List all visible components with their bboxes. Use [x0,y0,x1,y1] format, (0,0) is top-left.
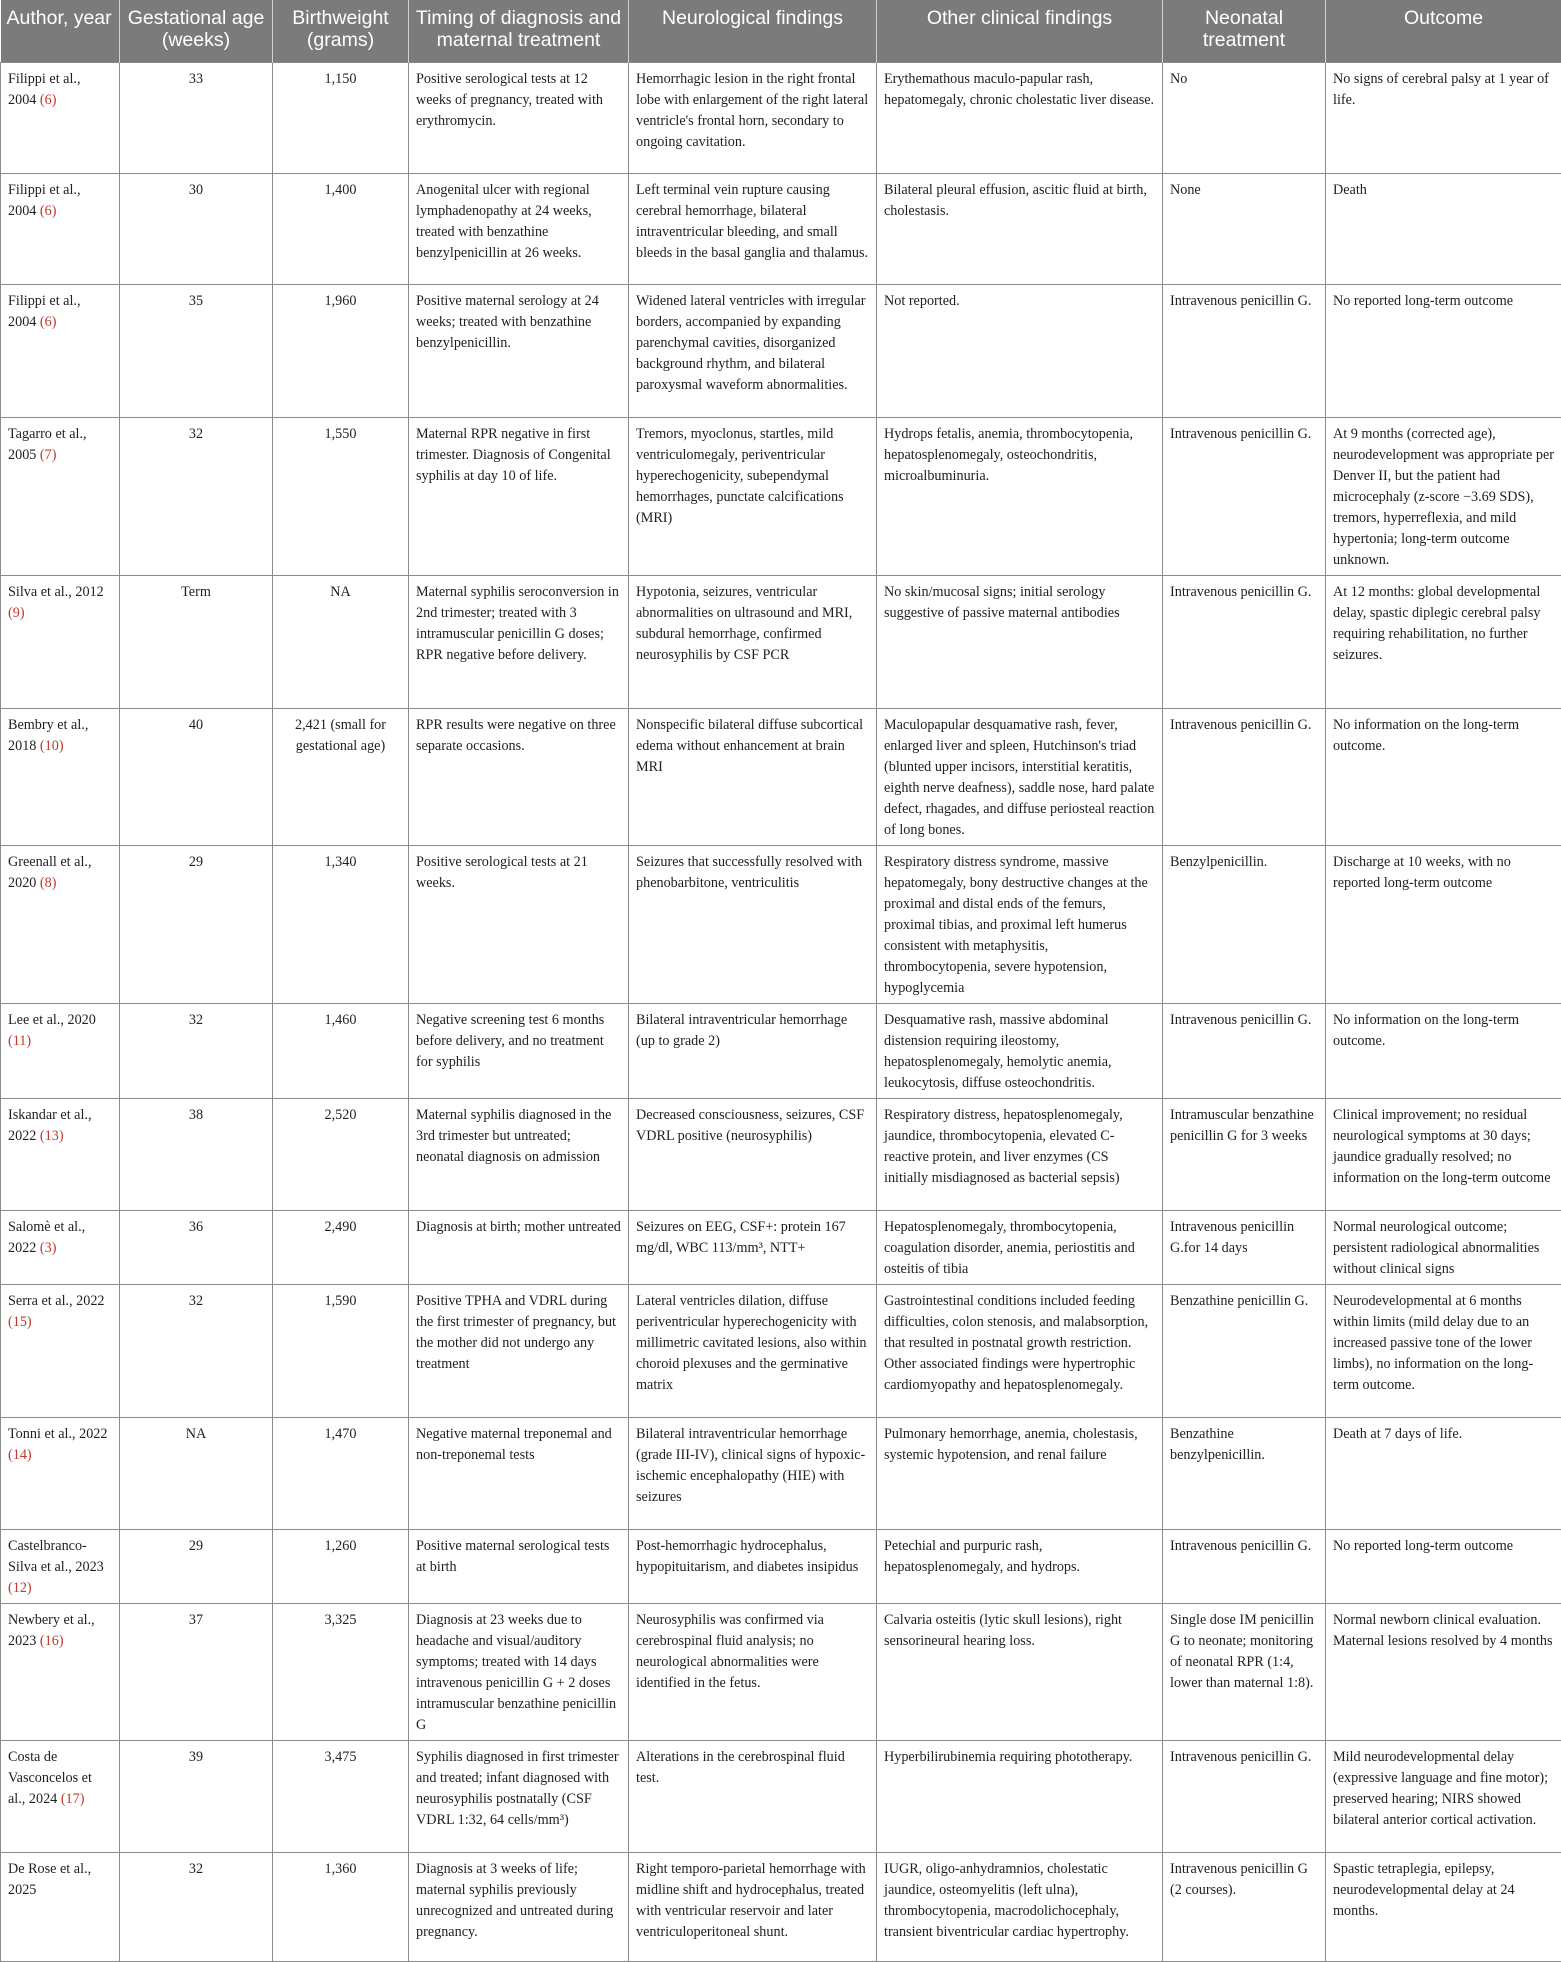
cell-other-clinical: Bilateral pleural effusion, ascitic fluid at birth, cholestasis. [877,173,1163,284]
cell-outcome: No reported long-term outcome [1326,284,1561,417]
header-other-clinical: Other clinical findings [877,0,1163,62]
cell-author [1,1530,120,1604]
cell-timing: Positive TPHA and VDRL during the first trimester of pregnancy, but the mother did not undergo any treatment [409,1285,629,1418]
cell-gestational-age: 38 [120,1099,273,1211]
header-timing: Timing of diagnosis and maternal treatment [409,0,629,62]
header-neurological: Neurological findings [629,0,877,62]
cell-neonatal-treatment: Benzylpenicillin. [1163,845,1326,1003]
cell-author [1,1285,120,1418]
header-neonatal-treatment: Neonatal treatment [1163,0,1326,62]
cell-author [1,62,120,173]
cell-author [1,1604,120,1741]
cell-other-clinical: Desquamative rash, massive abdominal distension requiring ileostomy, hepatosplenomegaly, hemolytic anemia, leukocytosis, diffuse osteochondritis. [877,1003,1163,1098]
cell-birthweight: 1,340 [273,845,409,1003]
cell-gestational-age: 32 [120,1003,273,1098]
cell-birthweight: 1,260 [273,1530,409,1604]
cell-neurological: Left terminal vein rupture causing cerebral hemorrhage, bilateral intraventricular bleeding, and small bleeds in the basal ganglia and thalamus. [629,173,877,284]
cell-neurological: Right temporo-parietal hemorrhage with midline shift and hydrocephalus, treated with ventricular reservoir and later ventriculoperitoneal shunt. [629,1853,877,1962]
cell-neurological: Lateral ventricles dilation, diffuse periventricular hyperechogenicity with millimetric cavitated lesions, also within choroid plexuses and the germinative matrix [629,1285,877,1418]
cell-timing: Positive serological tests at 21 weeks. [409,845,629,1003]
header-author: Author, year [1,0,120,62]
cell-neonatal-treatment: Intravenous penicillin G. [1163,1530,1326,1604]
table-row [1,284,1561,417]
table-row [1,1741,1561,1853]
author-name: Newbery et al., 2023 [8,1612,95,1649]
cell-birthweight: 1,400 [273,173,409,284]
author-name: Costa de Vasconcelos et al., 2024 [8,1749,92,1807]
cell-neonatal-treatment: Benzathine benzylpenicillin. [1163,1418,1326,1530]
cell-neurological: Seizures on EEG, CSF+: protein 167 mg/dl, WBC 113/mm³, NTT+ [629,1211,877,1285]
cell-birthweight: 1,460 [273,1003,409,1098]
cell-gestational-age: 37 [120,1604,273,1741]
author-name: Filippi et al., 2004 [8,182,81,219]
cell-outcome: No information on the long-term outcome. [1326,1003,1561,1098]
cell-timing: Syphilis diagnosed in first trimester and treated; infant diagnosed with neurosyphilis postnatally (CSF VDRL 1:32, 64 cells/mm³) [409,1741,629,1853]
cell-gestational-age: 32 [120,1285,273,1418]
cell-neonatal-treatment: Intravenous penicillin G. [1163,1003,1326,1098]
reference-link[interactable]: (16) [40,1633,64,1649]
reference-link[interactable]: (12) [8,1580,32,1596]
cell-outcome: At 12 months: global developmental delay, spastic diplegic cerebral palsy requiring rehabilitation, no further seizures. [1326,575,1561,708]
cell-gestational-age: 40 [120,708,273,845]
table-row [1,1530,1561,1604]
author-name: Castelbranco-Silva et al., 2023 [8,1538,104,1575]
table-row [1,417,1561,575]
cell-gestational-age: 33 [120,62,273,173]
author-name: Tagarro et al., 2005 [8,426,87,463]
cell-neonatal-treatment: Intravenous penicillin G. [1163,575,1326,708]
header-row [1,0,1561,62]
cell-neurological: Neurosyphilis was confirmed via cerebrospinal fluid analysis; no neurological abnormalities were identified in the fetus. [629,1604,877,1741]
table-row [1,1285,1561,1418]
cell-other-clinical: Hyperbilirubinemia requiring phototherapy. [877,1741,1163,1853]
cell-outcome: Death at 7 days of life. [1326,1418,1561,1530]
cell-outcome: Normal neurological outcome; persistent radiological abnormalities without clinical signs [1326,1211,1561,1285]
cell-gestational-age: Term [120,575,273,708]
cell-neonatal-treatment: Intravenous penicillin G. [1163,708,1326,845]
author-name: Filippi et al., 2004 [8,71,81,108]
cell-outcome: Death [1326,173,1561,284]
cell-timing: Negative maternal treponemal and non-treponemal tests [409,1418,629,1530]
cell-timing: Maternal RPR negative in first trimester. Diagnosis of Congenital syphilis at day 10 of life. [409,417,629,575]
cell-author [1,575,120,708]
cell-other-clinical: Hydrops fetalis, anemia, thrombocytopenia, hepatosplenomegaly, osteochondritis, microalbuminuria. [877,417,1163,575]
header-birthweight: Birthweight (grams) [273,0,409,62]
cell-other-clinical: Not reported. [877,284,1163,417]
cell-timing: Diagnosis at 23 weeks due to headache and visual/auditory symptoms; treated with 14 days intravenous penicillin G + 2 doses intramuscular benzathine penicillin G [409,1604,629,1741]
cell-neurological: Nonspecific bilateral diffuse subcortical edema without enhancement at brain MRI [629,708,877,845]
cell-author [1,173,120,284]
cell-birthweight: 3,325 [273,1604,409,1741]
cell-outcome: No information on the long-term outcome. [1326,708,1561,845]
cell-other-clinical: Hepatosplenomegaly, thrombocytopenia, coagulation disorder, anemia, periostitis and osteitis of tibia [877,1211,1163,1285]
cell-neurological: Alterations in the cerebrospinal fluid test. [629,1741,877,1853]
cell-timing: Diagnosis at 3 weeks of life; maternal syphilis previously unrecognized and untreated during pregnancy. [409,1853,629,1962]
cell-neonatal-treatment: Single dose IM penicillin G to neonate; monitoring of neonatal RPR (1:4, lower than maternal 1:8). [1163,1604,1326,1741]
cell-timing: Anogenital ulcer with regional lymphadenopathy at 24 weeks, treated with benzathine benzylpenicillin at 26 weeks. [409,173,629,284]
cell-neurological: Tremors, myoclonus, startles, mild ventriculomegaly, periventricular hyperechogenicity, subependymal hemorrhages, punctate calcifications (MRI) [629,417,877,575]
cell-outcome: Clinical improvement; no residual neurological symptoms at 30 days; jaundice gradually resolved; no information on the long-term outcome [1326,1099,1561,1211]
cell-author [1,417,120,575]
cell-author [1,284,120,417]
cell-neonatal-treatment: Intravenous penicillin G (2 courses). [1163,1853,1326,1962]
cell-neonatal-treatment: Benzathine penicillin G. [1163,1285,1326,1418]
cell-gestational-age: 32 [120,417,273,575]
cell-outcome: At 9 months (corrected age), neurodevelopment was appropriate per Denver II, but the patient had microcephaly (z-score −3.69 SDS), tremors, hyperreflexia, and mild hypertonia; long-term outcome unknown. [1326,417,1561,575]
cell-neonatal-treatment: Intramuscular benzathine penicillin G for 3 weeks [1163,1099,1326,1211]
cell-gestational-age: 36 [120,1211,273,1285]
cell-birthweight: 1,550 [273,417,409,575]
cell-neonatal-treatment: No [1163,62,1326,173]
cell-timing: RPR results were negative on three separate occasions. [409,708,629,845]
author-name: Tonni et al., 2022 [8,1426,108,1442]
reference-link[interactable]: (10) [40,738,64,754]
cell-other-clinical: Respiratory distress, hepatosplenomegaly, jaundice, thrombocytopenia, elevated C-reactive protein, and liver enzymes (CS initially misdiagnosed as bacterial sepsis) [877,1099,1163,1211]
table-row [1,1099,1561,1211]
cell-birthweight: 2,421 (small for gestational age) [273,708,409,845]
cell-birthweight: NA [273,575,409,708]
table-row [1,708,1561,845]
cell-outcome: No reported long-term outcome [1326,1530,1561,1604]
table-row [1,173,1561,284]
cell-timing: Maternal syphilis seroconversion in 2nd trimester; treated with 3 intramuscular penicillin G doses; RPR negative before delivery. [409,575,629,708]
cell-neurological: Hypotonia, seizures, ventricular abnormalities on ultrasound and MRI, subdural hemorrhage, confirmed neurosyphilis by CSF PCR [629,575,877,708]
cell-neonatal-treatment: Intravenous penicillin G. [1163,284,1326,417]
cell-neonatal-treatment: Intravenous penicillin G. [1163,417,1326,575]
cell-author [1,708,120,845]
cell-author [1,845,120,1003]
cell-neonatal-treatment: Intravenous penicillin G. [1163,1741,1326,1853]
cell-author [1,1211,120,1285]
cell-author [1,1418,120,1530]
cell-other-clinical: Petechial and purpuric rash, hepatosplenomegaly, and hydrops. [877,1530,1163,1604]
reference-link[interactable]: (14) [8,1447,32,1463]
cell-other-clinical: Calvaria osteitis (lytic skull lesions), right sensorineural hearing loss. [877,1604,1163,1741]
cell-outcome: Mild neurodevelopmental delay (expressive language and fine motor); preserved hearing; NIRS showed bilateral anterior cortical activation. [1326,1741,1561,1853]
cell-birthweight: 1,150 [273,62,409,173]
table-row [1,62,1561,173]
cell-timing: Maternal syphilis diagnosed in the 3rd trimester but untreated; neonatal diagnosis on admission [409,1099,629,1211]
cell-other-clinical: Respiratory distress syndrome, massive hepatomegaly, bony destructive changes at the proximal and distal ends of the femurs, proximal tibias, and proximal left humerus consistent with metaphysitis, thrombocytopenia, severe hypotension, hypoglycemia [877,845,1163,1003]
cell-outcome: Spastic tetraplegia, epilepsy, neurodevelopmental delay at 24 months. [1326,1853,1561,1962]
cell-birthweight: 1,590 [273,1285,409,1418]
cell-neonatal-treatment: Intravenous penicillin G.for 14 days [1163,1211,1326,1285]
author-name: Salomè et al., 2022 [8,1219,85,1256]
author-name: Bembry et al., 2018 [8,717,88,754]
reference-link[interactable]: (9) [8,605,25,621]
reference-link[interactable]: (6) [40,203,57,219]
table-row [1,575,1561,708]
cell-other-clinical: Gastrointestinal conditions included feeding difficulties, colon stenosis, and malabsorption, that resulted in postnatal growth restriction. Other associated findings were hypertrophic cardiomyopathy and hepatosplenomegaly. [877,1285,1163,1418]
cell-gestational-age: 29 [120,1530,273,1604]
cell-outcome: Discharge at 10 weeks, with no reported long-term outcome [1326,845,1561,1003]
cell-gestational-age: 29 [120,845,273,1003]
cell-other-clinical: Pulmonary hemorrhage, anemia, cholestasis, systemic hypotension, and renal failure [877,1418,1163,1530]
reference-link[interactable]: (8) [40,875,57,891]
cell-timing: Positive maternal serology at 24 weeks; treated with benzathine benzylpenicillin. [409,284,629,417]
cell-birthweight: 2,520 [273,1099,409,1211]
cell-neurological: Widened lateral ventricles with irregular borders, accompanied by expanding parenchymal cavities, disorganized background rhythm, and bilateral paroxysmal waveform abnormalities. [629,284,877,417]
table-row [1,1418,1561,1530]
cell-neurological: Bilateral intraventricular hemorrhage (grade III-IV), clinical signs of hypoxic-ischemic encephalopathy (HIE) with seizures [629,1418,877,1530]
table-row [1,845,1561,1003]
cell-neurological: Hemorrhagic lesion in the right frontal lobe with enlargement of the right lateral ventricle's frontal horn, secondary to ongoing cavitation. [629,62,877,173]
cell-other-clinical: IUGR, oligo-anhydramnios, cholestatic jaundice, osteomyelitis (left ulna), thrombocytopenia, macrodolichocephaly, transient biventricular cardiac hypertrophy. [877,1853,1163,1962]
reference-link[interactable]: (6) [40,314,57,330]
cell-outcome: Normal newborn clinical evaluation. Maternal lesions resolved by 4 months [1326,1604,1561,1741]
cell-neurological: Post-hemorrhagic hydrocephalus, hypopituitarism, and diabetes insipidus [629,1530,877,1604]
cell-birthweight: 1,470 [273,1418,409,1530]
cell-neurological: Bilateral intraventricular hemorrhage (up to grade 2) [629,1003,877,1098]
cell-other-clinical: Maculopapular desquamative rash, fever, enlarged liver and spleen, Hutchinson's triad (blunted upper incisors, interstitial keratitis, eighth nerve deafness), saddle nose, hard palate defect, rhagades, and diffuse periosteal reaction of long bones. [877,708,1163,845]
cell-birthweight: 3,475 [273,1741,409,1853]
cell-gestational-age: 35 [120,284,273,417]
reference-link[interactable]: (17) [61,1791,85,1807]
author-name: Lee et al., 2020 [8,1012,96,1028]
cell-author [1,1853,120,1962]
cell-birthweight: 1,360 [273,1853,409,1962]
header-gestational-age: Gestational age (weeks) [120,0,273,62]
cell-outcome: No signs of cerebral palsy at 1 year of life. [1326,62,1561,173]
reference-link[interactable]: (11) [8,1033,31,1049]
cell-gestational-age: NA [120,1418,273,1530]
table-row [1,1604,1561,1741]
author-name: Greenall et al., 2020 [8,854,92,891]
cell-neurological: Seizures that successfully resolved with phenobarbitone, ventriculitis [629,845,877,1003]
cell-author [1,1003,120,1098]
author-name: Iskandar et al., 2022 [8,1107,92,1144]
table-row [1,1003,1561,1098]
cell-outcome: Neurodevelopmental at 6 months within limits (mild delay due to an increased passive tone of the lower limbs), no information on the long-term outcome. [1326,1285,1561,1418]
table-row [1,1211,1561,1285]
reference-link[interactable]: (7) [40,447,57,463]
cell-timing: Negative screening test 6 months before delivery, and no treatment for syphilis [409,1003,629,1098]
header-outcome: Outcome [1326,0,1561,62]
cell-timing: Diagnosis at birth; mother untreated [409,1211,629,1285]
table-row [1,1853,1561,1962]
author-name: Filippi et al., 2004 [8,293,81,330]
cell-other-clinical: Erythemathous maculo-papular rash, hepatomegaly, chronic cholestatic liver disease. [877,62,1163,173]
author-name: Serra et al., 2022 [8,1293,105,1309]
cell-timing: Positive serological tests at 12 weeks of pregnancy, treated with erythromycin. [409,62,629,173]
cell-birthweight: 1,960 [273,284,409,417]
cell-author [1,1099,120,1211]
author-name: De Rose et al., 2025 [8,1861,91,1898]
cell-neonatal-treatment: None [1163,173,1326,284]
reference-link[interactable]: (6) [40,92,57,108]
cell-gestational-age: 39 [120,1741,273,1853]
cell-neurological: Decreased consciousness, seizures, CSF VDRL positive (neurosyphilis) [629,1099,877,1211]
reference-link[interactable]: (3) [40,1240,57,1256]
cell-birthweight: 2,490 [273,1211,409,1285]
reference-link[interactable]: (15) [8,1314,32,1330]
cell-other-clinical: No skin/mucosal signs; initial serology suggestive of passive maternal antibodies [877,575,1163,708]
author-name: Silva et al., 2012 [8,584,104,600]
cell-gestational-age: 32 [120,1853,273,1962]
cell-timing: Positive maternal serological tests at birth [409,1530,629,1604]
cell-gestational-age: 30 [120,173,273,284]
reference-link[interactable]: (13) [40,1128,64,1144]
cell-author [1,1741,120,1853]
